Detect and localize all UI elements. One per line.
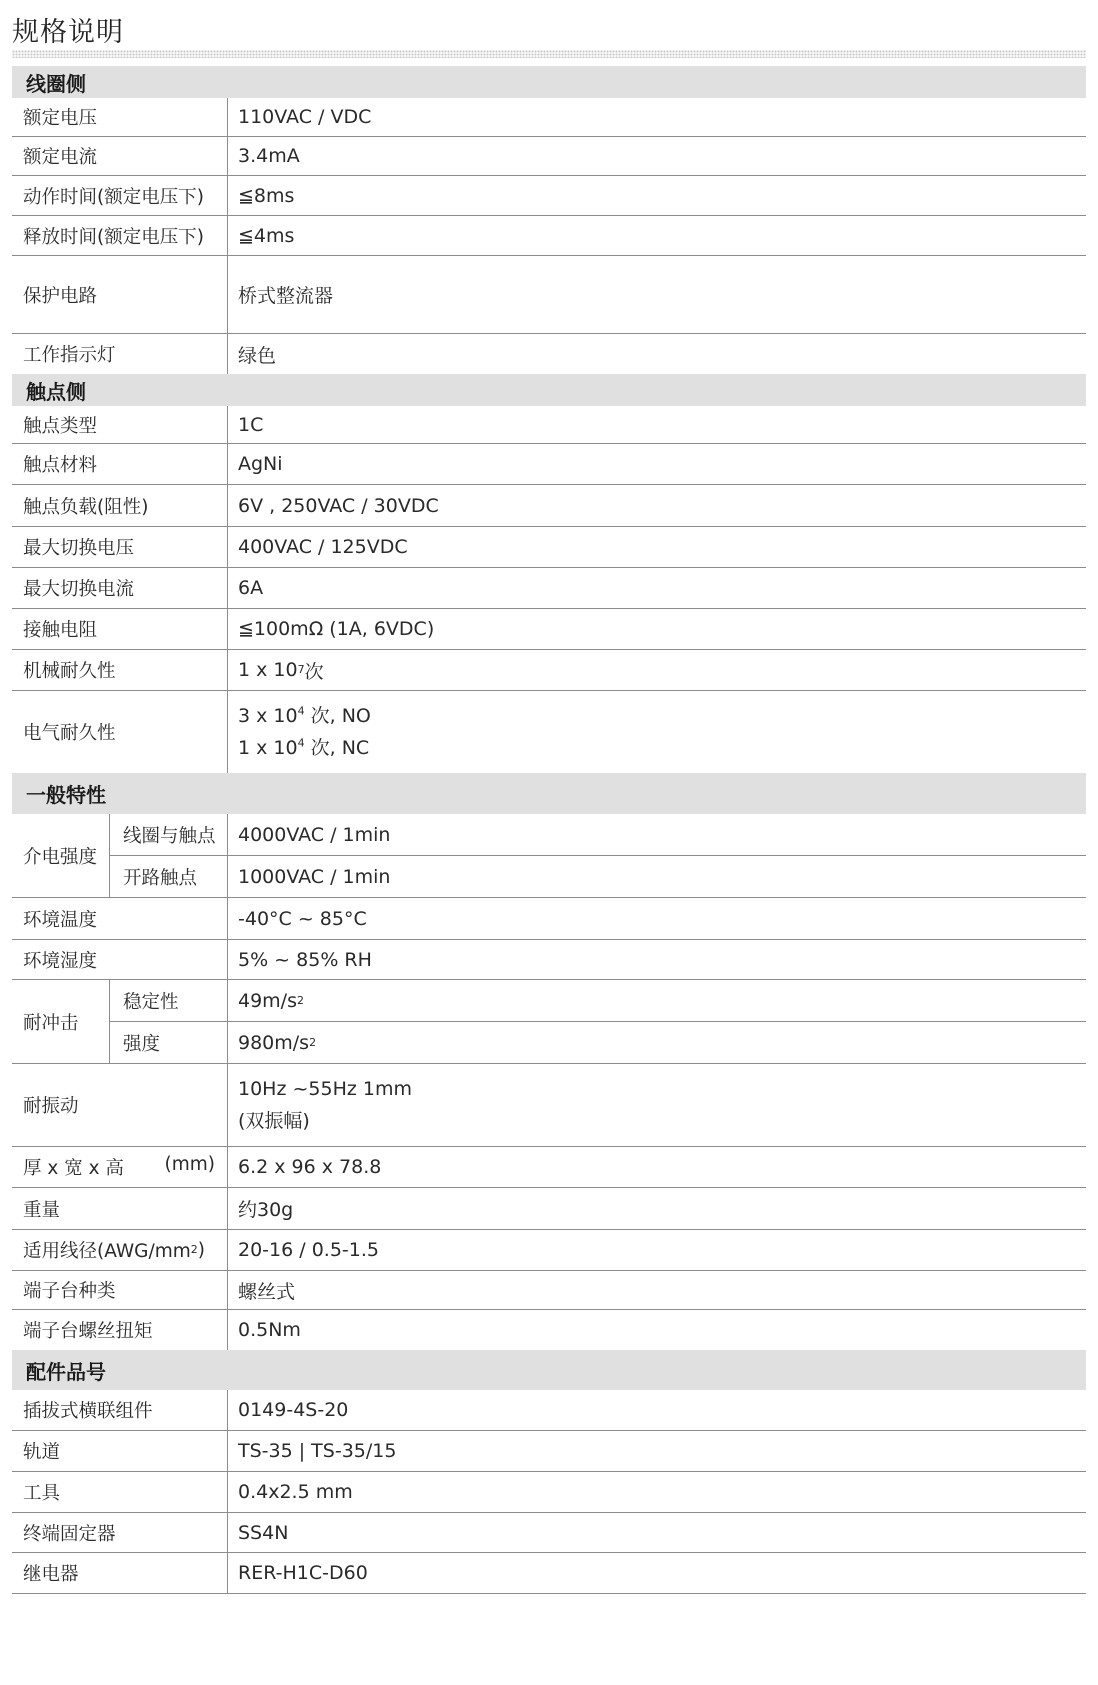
- value-text: 次, NC: [304, 737, 370, 759]
- table-row: [12, 940, 1086, 980]
- row-value: 1000VAC / 1min: [238, 865, 391, 888]
- table-sub-row: [110, 814, 1086, 855]
- table-row: [12, 137, 1086, 176]
- row-value: 6A: [238, 577, 264, 599]
- row-label: 动作时间(额定电压下): [12, 176, 228, 215]
- row-label: 耐振动: [12, 1064, 228, 1146]
- row-label: 触点负载(阻性): [12, 485, 228, 526]
- table-row: [12, 1310, 1086, 1350]
- table-sub-row: [110, 1021, 1086, 1063]
- value-text: 次, NO: [304, 705, 371, 727]
- label-text: 厚 x 宽 x 高: [23, 1158, 124, 1179]
- row-value: [228, 1064, 1086, 1146]
- title-divider: [12, 50, 1086, 58]
- table-row: [12, 1188, 1086, 1230]
- table-row-group: [12, 814, 1086, 898]
- row-label: 触点类型: [12, 406, 228, 443]
- row-value: 6V , 250VAC / 30VDC: [238, 494, 439, 517]
- table-row: [12, 406, 1086, 444]
- sub-rows: [110, 814, 1086, 897]
- row-label: 介电强度: [12, 814, 110, 897]
- row-label: 重量: [12, 1188, 228, 1229]
- row-value: 20-16 / 0.5-1.5: [238, 1239, 379, 1261]
- value-text: 980m/s: [238, 1031, 310, 1054]
- sub-label: 稳定性: [110, 980, 228, 1021]
- table-row: [12, 485, 1086, 527]
- value-text: 1 x 10: [238, 659, 298, 681]
- table-row: [12, 650, 1086, 691]
- table-row: [12, 1513, 1086, 1553]
- table-row: [12, 1271, 1086, 1310]
- value-exponent: 4: [297, 704, 305, 718]
- value-text: 次: [304, 660, 324, 683]
- table-row: [12, 1472, 1086, 1513]
- row-label: 环境湿度: [12, 940, 228, 979]
- row-value: 1 x 10 7 次: [228, 650, 1086, 690]
- row-label: [12, 1147, 228, 1187]
- row-value: 110VAC / VDC: [238, 106, 372, 128]
- spec-table: [12, 66, 1086, 1594]
- table-row: [12, 1431, 1086, 1472]
- row-value: 0149-4S-20: [238, 1399, 349, 1421]
- row-value: ≦8ms: [238, 184, 295, 207]
- row-value: 0.5Nm: [238, 1319, 301, 1341]
- value-text: 49m/s: [238, 989, 297, 1012]
- page-title: 规格说明: [12, 17, 124, 48]
- table-row: [12, 898, 1086, 940]
- row-label: 终端固定器: [12, 1513, 228, 1552]
- label-split: [23, 1154, 227, 1180]
- row-value: 980m/s 2: [238, 1031, 317, 1054]
- table-row: [12, 609, 1086, 650]
- row-value: 4000VAC / 1min: [238, 823, 391, 846]
- table-row: [12, 691, 1086, 773]
- value-line: (双振幅): [238, 1110, 310, 1132]
- table-row: [12, 1147, 1086, 1188]
- row-label: 耐冲击: [12, 980, 110, 1063]
- row-value: ≦100mΩ (1A, 6VDC): [238, 618, 435, 640]
- table-row: [12, 1390, 1086, 1431]
- table-row: [12, 334, 1086, 374]
- row-value: 螺丝式: [238, 1280, 296, 1303]
- row-label: 端子台螺丝扭矩: [12, 1310, 228, 1350]
- row-label: 工作指示灯: [12, 334, 228, 374]
- value-line: [238, 700, 371, 732]
- row-label: 环境温度: [12, 898, 228, 939]
- section-header-contact: 触点侧: [12, 374, 1086, 406]
- row-label: 额定电流: [12, 137, 228, 175]
- row-label: 电气耐久性: [12, 691, 228, 773]
- row-label: 端子台种类: [12, 1271, 228, 1309]
- label-text: 适用线径(AWG/mm: [23, 1241, 191, 1262]
- row-label: 最大切换电压: [12, 527, 228, 567]
- value-text: 3 x 10: [238, 705, 298, 727]
- row-label: 释放时间(额定电压下): [12, 216, 228, 255]
- table-row: [12, 256, 1086, 334]
- row-value: [228, 691, 1086, 773]
- row-label: 继电器: [12, 1553, 228, 1593]
- row-value: -40°C ~ 85°C: [238, 907, 367, 930]
- row-value: 3.4mA: [238, 145, 300, 167]
- row-value: 0.4x2.5 mm: [238, 1481, 353, 1503]
- sub-label: 开路触点: [110, 856, 228, 897]
- row-label: 保护电路: [12, 256, 228, 333]
- table-sub-row: [110, 855, 1086, 897]
- table-row: [12, 216, 1086, 256]
- table-row-group: [12, 980, 1086, 1064]
- row-label: 工具: [12, 1472, 228, 1512]
- value-exponent: 4: [297, 736, 305, 750]
- row-value: 400VAC / 125VDC: [238, 536, 408, 558]
- table-row: [12, 1064, 1086, 1147]
- row-value: 桥式整流器: [238, 285, 334, 307]
- row-label: 适用线径(AWG/mm 2 ): [12, 1230, 228, 1270]
- label-unit: (mm): [164, 1154, 215, 1175]
- value-line: 10Hz ~55Hz 1mm: [238, 1078, 412, 1100]
- row-value: RER-H1C-D60: [238, 1562, 368, 1584]
- table-row: [12, 568, 1086, 609]
- label-text: ): [197, 1239, 205, 1261]
- row-value: 1C: [238, 413, 264, 436]
- row-value: 49m/s 2: [238, 989, 304, 1012]
- value-line: [238, 732, 369, 764]
- row-value: TS-35 | TS-35/15: [238, 1440, 397, 1462]
- row-value: SS4N: [238, 1521, 289, 1544]
- value-text: 1 x 10: [238, 737, 298, 759]
- sub-label: 线圈与触点: [110, 814, 228, 855]
- row-value: 5% ~ 85% RH: [238, 948, 372, 971]
- row-label: 额定电压: [12, 98, 228, 136]
- row-value: 绿色: [238, 344, 277, 367]
- table-row: [12, 176, 1086, 216]
- row-value: AgNi: [238, 453, 283, 475]
- row-label: 接触电阻: [12, 609, 228, 649]
- row-label: 机械耐久性: [12, 650, 228, 690]
- row-value: 6.2 x 96 x 78.8: [238, 1156, 382, 1178]
- row-label: 插拔式横联组件: [12, 1390, 228, 1430]
- row-value: 约30g: [238, 1199, 294, 1221]
- row-label: 最大切换电流: [12, 568, 228, 608]
- sub-label: 强度: [110, 1022, 228, 1063]
- table-row: [12, 98, 1086, 137]
- table-row: [12, 1553, 1086, 1594]
- section-header-general: 一般特性: [12, 773, 1086, 814]
- table-row: [12, 527, 1086, 568]
- table-row: [12, 444, 1086, 485]
- row-value: ≦4ms: [238, 224, 295, 247]
- table-row: [12, 1230, 1086, 1271]
- section-header-coil: 线圈侧: [12, 66, 1086, 98]
- row-label: 触点材料: [12, 444, 228, 484]
- table-sub-row: [110, 980, 1086, 1021]
- sub-rows: [110, 980, 1086, 1063]
- row-label: 轨道: [12, 1431, 228, 1471]
- section-header-accessories: 配件品号: [12, 1350, 1086, 1390]
